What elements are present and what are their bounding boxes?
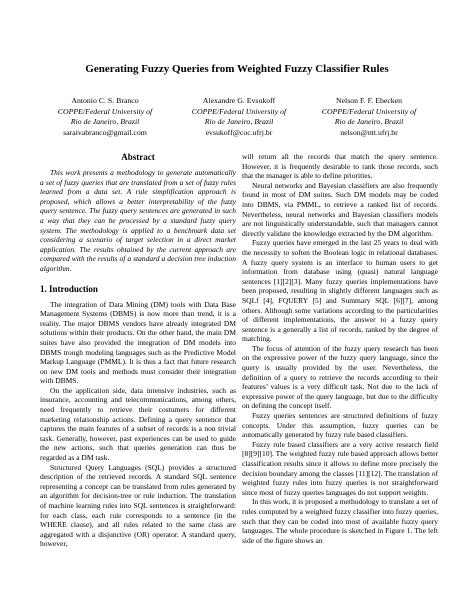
left-column bbox=[40, 152, 236, 549]
right-column bbox=[242, 152, 438, 545]
right-paragraph-6: Fuzzy rule based classifiers are a very active research field [8][9][10]. The weighted fuzzy rule based approach allows better classification results since it allows to define more precisely the decision boundary among the classes [11][12]. The translation of weighted fuzzy rules into fuzzy queries is not straightforward since most of fuzzy queries languages do not support weights. bbox=[242, 439, 438, 497]
author-email: nelson@ntt.ufrj.br bbox=[340, 127, 398, 137]
author-location: Rio de Janeiro, Brazil bbox=[204, 117, 274, 126]
right-paragraph-2: Neural networks and Bayesian classifiers are also frequently found in most of DM suites. Such DM models may be coded into DBMS, via PMML, to retrieve a ranked list of records. Nevertheless, neural networks and Bayesian classifiers models are not linguistically understandable, such that managers cannot directly validate the knowledge extracted by the DM algorithm. bbox=[242, 180, 438, 238]
author-name: Nelson F. F. Ebecken bbox=[335, 96, 403, 105]
author-name: Alexandre G. Evsukoff bbox=[202, 96, 276, 105]
right-paragraph-1: will return all the records that match the query sentence. However, it is frequently desirable to rank those records, such that the manager is able to define priorities. bbox=[242, 152, 438, 181]
author-3 bbox=[304, 96, 434, 138]
author-2 bbox=[174, 96, 304, 138]
author-affiliation: COPPE/Federal University of bbox=[57, 106, 153, 116]
paper-title: Generating Fuzzy Queries from Weighted Fuzzy Classifier Rules bbox=[85, 63, 389, 75]
author-email: saraivabranco@gmail.com bbox=[63, 127, 147, 137]
right-paragraph-3: Fuzzy queries have emerged in the last 25 years to deal with the necessity to soften the Boolean logic in relational databases. A fuzzy query system is an interface to human users to get information from database using (quasi) natural language sentences [1][2][3]. Many fuzzy queries implementations have been proposed, resulting in slightly different languages such as SQLf [4], FQUERY [5] and Summary SQL [6][7], among others. Although some variations according to the particularities of different implementations, the answer to a fuzzy query sentence is a generally a list of records, ranked by the degree of matching. bbox=[242, 238, 438, 344]
right-paragraph-5: Fuzzy queries sentences are structured definitions of fuzzy concepts. Under this assumption, fuzzy queries can be automatically generated by fuzzy rule based classifiers. bbox=[242, 411, 438, 440]
author-1 bbox=[40, 96, 170, 138]
right-paragraph-4: The focus of attention of the fuzzy query research has been on the expressive power of the fuzzy query language, since the query is usually provided by the user. Nevertheless, the definition of a query to retrieve the records according to their features’ values is a very difficult task. Not due to the lack of expressive power of the query language, but due to the difficulty on defining the concept itself. bbox=[242, 343, 438, 411]
introduction-heading: 1. Introduction bbox=[40, 283, 98, 294]
right-paragraph-7: In this work, it is proposed a methodology to translate a set of rules computed by a weighted fuzzy classifier into fuzzy queries, such that they can be coded into most of available fuzzy query languages. The whole procedure is sketched in Figure 1. The left side of the figure shows an bbox=[242, 497, 438, 545]
intro-paragraph-2: On the application side, data intensive industries, such as insurance, accounting and telecommunications, among others, need frequently to retrieve their costumers for different marketing relationship actions. Defining a query sentence that captures the main features of a subset of records is a non trivial task. Generally, however, past experiences can be used to guide the new actions, such that queries generation can thus be regarded as a DM task. bbox=[40, 385, 236, 463]
abstract-heading: Abstract bbox=[121, 152, 155, 162]
author-location: Rio de Janeiro, Brazil bbox=[334, 117, 404, 126]
author-location: Rio de Janeiro, Brazil bbox=[70, 117, 140, 126]
author-name: Antonio C. S. Branco bbox=[71, 96, 139, 105]
author-email: evsukoff@coc.ufrj.br bbox=[205, 127, 273, 137]
author-affiliation: COPPE/Federal University of bbox=[321, 106, 417, 116]
author-block bbox=[40, 96, 434, 146]
intro-paragraph-3: Structured Query Languages (SQL) provides a structured description of the retrieved records. A standard SQL sentence representing a concept can be translated from rules generated by an algorithm for decision-tree or rule induction. The translation of machine learning rules into SQL sentences is straightforward: for each class, each rule corresponds to a sentence (in the WHERE clause), and all rules related to the same class are aggregated with a disjunctive (OR) operator. A standard query, however, bbox=[40, 462, 236, 549]
author-affiliation: COPPE/Federal University of bbox=[191, 106, 287, 116]
abstract-text: This work presents a methodology to generate automatically a set of fuzzy queries that are translated from a set of fuzzy rules learned from a data set. A rule simplification approach is proposed, which allows a better interpretability of the fuzzy query sentence. The fuzzy query sentences are generated in such a way that they can be processed by a standard fuzzy query system. The methodology is applied to a benchmark data set considering a scenario of target selection in a direct market application. The results obtained by the current approach are compared with the results of a standard a decision tree induction algorithm. bbox=[40, 168, 236, 273]
intro-paragraph-1: The integration of Data Mining (DM) tools with Data Base Management Systems (DBMS) is now more than trend, it is a reality. The major DBMS vendors have already integrated DM solutions within their products. On the other hand, the main DM suites have also provided the integration of DM models into DBMS trough modeling languages such as the Predictive Model Markup Language (PMML). It is thus a fact that future research on new DM tools and methods must consider their integration with DBMS. bbox=[40, 299, 236, 386]
